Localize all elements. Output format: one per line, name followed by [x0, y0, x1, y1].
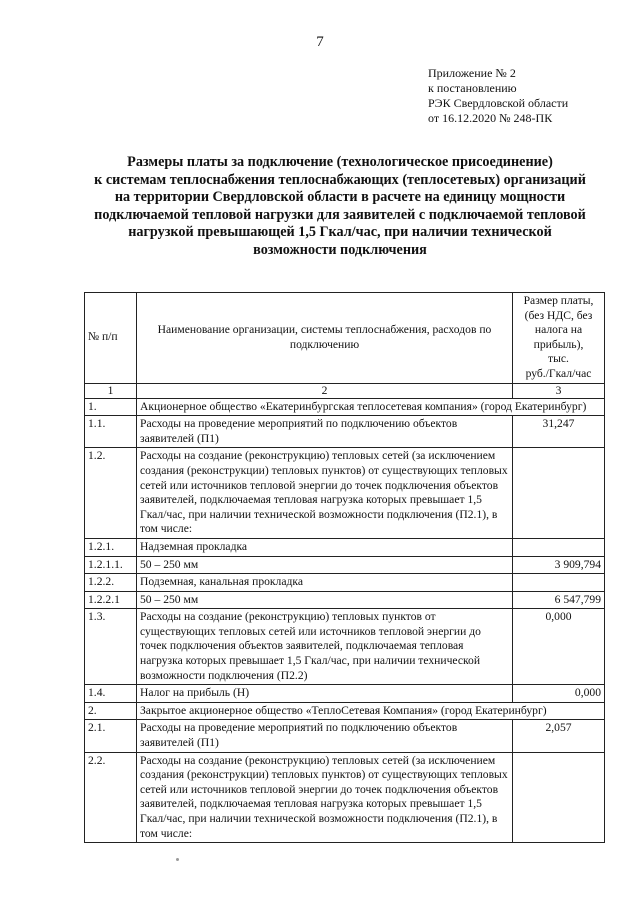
row-num: 1.2.2.1 — [85, 591, 137, 609]
header-value-line: налога на — [534, 323, 583, 337]
row-value: 31,247 — [513, 416, 605, 448]
row-num: 1.2. — [85, 448, 137, 539]
document-title — [70, 154, 610, 260]
title-line: подключаемой тепловой нагрузки для заявителей с подключаемой тепловой — [94, 206, 586, 223]
appendix-reference — [428, 66, 628, 126]
row-num: 2. — [85, 702, 137, 720]
table-row — [85, 574, 605, 592]
title-line: к системам теплоснабжения теплоснабжающих (теплосетевых) организаций — [94, 171, 586, 188]
table-row — [85, 538, 605, 556]
row-name: Закрытое акционерное общество «ТеплоСетевая Компания» (город Екатеринбург) — [137, 702, 605, 720]
row-num: 1.2.1.1. — [85, 556, 137, 574]
header-value-line: тыс. — [548, 352, 569, 366]
row-value: 6 547,799 — [513, 591, 605, 609]
title-line: нагрузкой превышающей 1,5 Гкал/час, при наличии технической — [128, 224, 552, 241]
row-name: Расходы на создание (реконструкцию) тепловых пунктов от существующих тепловых сетей или источников тепловой энергии до точек подключения объектов заявителей, подключаемая тепловая нагрузка которых превышает 1,5 Гкал/час, при наличии технической возможности подключения (П2.2) — [137, 609, 513, 685]
page-number: 7 — [316, 34, 324, 50]
appendix-line: Приложение № 2 — [428, 66, 516, 80]
header-value-line: прибыль), — [533, 337, 584, 351]
header-value-line: (без НДС, без — [524, 308, 593, 322]
appendix-line: от 16.12.2020 № 248-ПК — [428, 111, 553, 125]
row-name: Подземная, канальная прокладка — [137, 574, 513, 592]
table-row — [85, 752, 605, 843]
row-name: 50 – 250 мм — [137, 591, 513, 609]
header-num: № п/п — [85, 293, 137, 384]
row-num: 1.1. — [85, 416, 137, 448]
row-name: Расходы на создание (реконструкцию) тепловых сетей (за исключением создания (реконструкции) тепловых пунктов) от существующих тепловых сетей или источников тепловой энергии до точек подключения объектов заявителей, подключаемая тепловая нагрузка которых превышает 1,5 Гкал/час, при наличии технической возможности подключения (П2.1), в том числе: — [137, 752, 513, 843]
table-row — [85, 720, 605, 752]
row-num: 2.2. — [85, 752, 137, 843]
table-row — [85, 702, 605, 720]
appendix-line: к постановлению — [428, 81, 517, 95]
table-row — [85, 685, 605, 703]
header-value-line: Размер платы, — [523, 294, 594, 307]
row-name: Расходы на проведение мероприятий по подключению объектов заявителей (П1) — [137, 720, 513, 752]
table-row — [85, 398, 605, 416]
fees-table — [84, 292, 605, 843]
row-num: 2.1. — [85, 720, 137, 752]
row-value — [513, 538, 605, 556]
row-num: 1.3. — [85, 609, 137, 685]
row-value: 0,000 — [513, 609, 605, 685]
row-num: 1. — [85, 398, 137, 416]
table-row — [85, 591, 605, 609]
row-num: 1.2.1. — [85, 538, 137, 556]
title-line: Размеры платы за подключение (технологическое присоединение) — [127, 154, 553, 170]
row-value — [513, 574, 605, 592]
column-index: 1 — [85, 383, 137, 398]
table-row — [85, 416, 605, 448]
scan-dot — [176, 858, 179, 861]
row-value — [513, 752, 605, 843]
column-index: 2 — [137, 383, 513, 398]
header-name: Наименование организации, системы теплоснабжения, расходов по подключению — [137, 293, 513, 384]
row-num: 1.2.2. — [85, 574, 137, 592]
table-row — [85, 448, 605, 539]
column-index: 3 — [513, 383, 605, 398]
row-name: Расходы на создание (реконструкцию) тепловых сетей (за исключением создания (реконструкции) тепловых пунктов) от существующих тепловых сетей или источников тепловой энергии до точек подключения объектов заявителей, подключаемая тепловая нагрузка которых превышает 1,5 Гкал/час, при наличии технической возможности подключения (П2.1), в том числе: — [137, 448, 513, 539]
row-value — [513, 448, 605, 539]
row-value: 3 909,794 — [513, 556, 605, 574]
title-line: на территории Свердловской области в расчете на единицу мощности — [114, 189, 566, 206]
table-header-row — [85, 293, 605, 384]
header-value — [513, 293, 605, 384]
column-index-row — [85, 383, 605, 398]
title-line: возможности подключения — [253, 241, 427, 258]
row-num: 1.4. — [85, 685, 137, 703]
appendix-line: РЭК Свердловской области — [428, 96, 569, 110]
row-value: 0,000 — [513, 685, 605, 703]
row-value: 2,057 — [513, 720, 605, 752]
row-name: 50 – 250 мм — [137, 556, 513, 574]
row-name: Акционерное общество «Екатеринбургская теплосетевая компания» (город Екатеринбург) — [137, 398, 605, 416]
row-name: Надземная прокладка — [137, 538, 513, 556]
table-row — [85, 556, 605, 574]
table-row — [85, 609, 605, 685]
row-name: Налог на прибыль (Н) — [137, 685, 513, 703]
header-value-line: руб./Гкал/час — [525, 366, 592, 380]
row-name: Расходы на проведение мероприятий по подключению объектов заявителей (П1) — [137, 416, 513, 448]
